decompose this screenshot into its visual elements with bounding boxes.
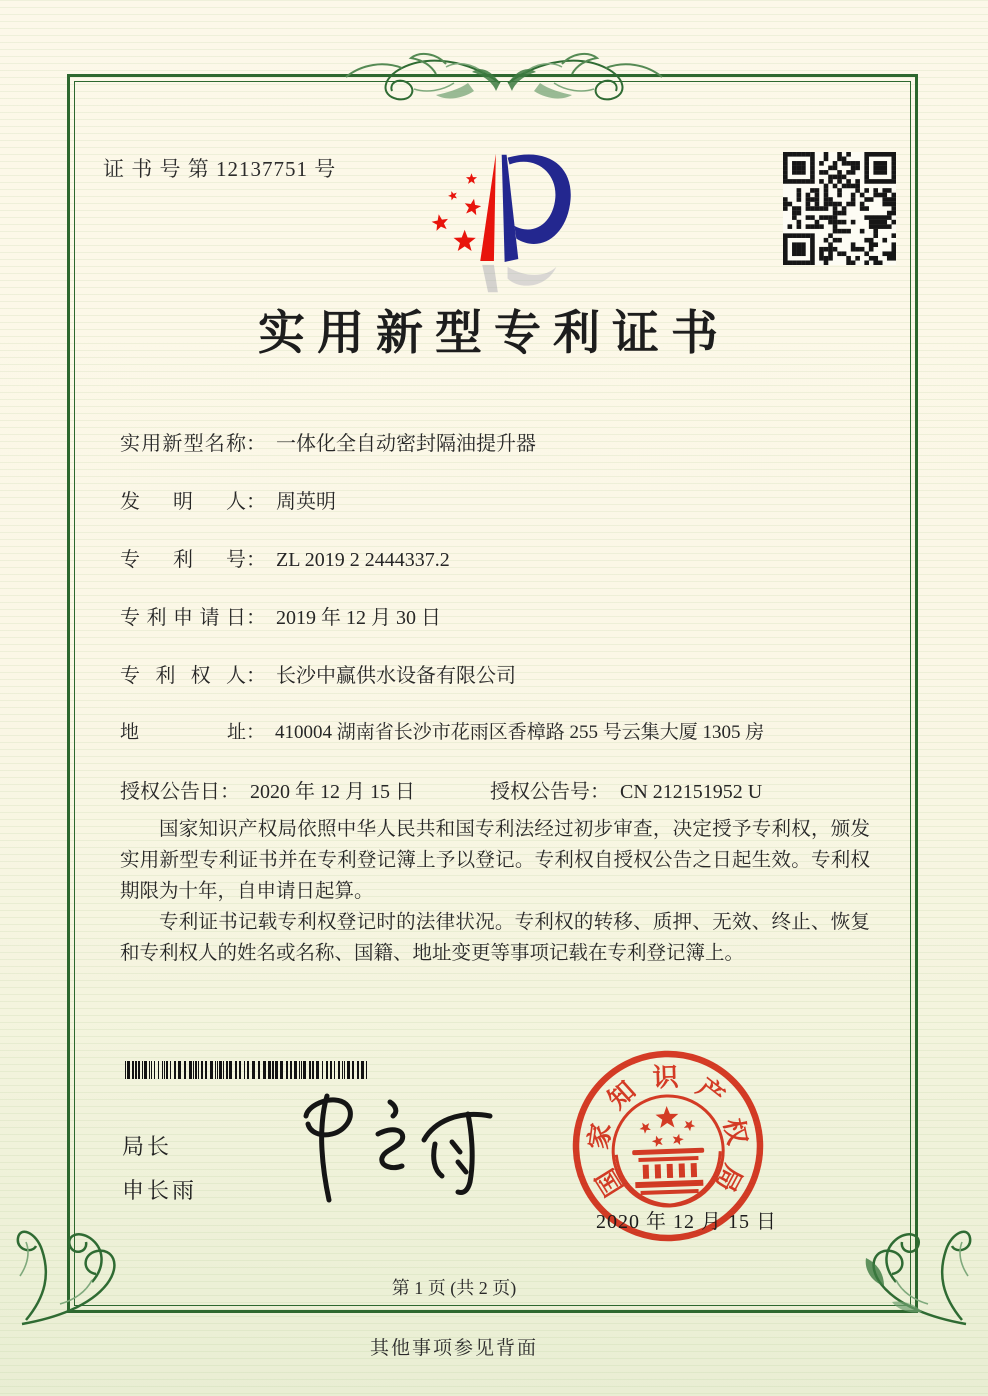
field-value: ZL 2019 2 2444337.2 [276,549,450,571]
field-row-inventor [120,485,880,514]
field-colon: ： [246,549,266,571]
field-value: 长沙中赢供水设备有限公司 [276,665,516,687]
field-row-patent-number [120,543,880,572]
field-colon: ： [246,491,266,513]
field-value: 2019 年 12 月 30 日 [276,607,441,629]
field-colon: ： [246,722,266,743]
certificate-number: 证 书 号 第 12137751 号 [103,157,337,181]
field-colon: ： [590,781,610,803]
seal-character: 国 [590,1163,630,1202]
seal-character: 产 [690,1072,730,1112]
logo-reflection [482,265,556,292]
page-number: 第 1 页 (共 2 页) [391,1278,517,1298]
qr-code-icon [783,152,896,265]
legal-paragraph-2: 专利证书记载专利权登记时的法律状况。专利权的转移、质押、无效、终止、恢复和专利权人的姓名或名称、国籍、地址变更等事项记载在专利登记簿上。 [120,912,870,964]
barcode-icon [125,1061,373,1079]
top-border-ornament-icon [334,42,674,114]
field-value: 一体化全自动密封隔油提升器 [276,433,536,455]
field-row-name [120,427,880,456]
corner-flourish-bottom-right-icon [826,1150,976,1330]
field-row-grant [120,775,880,804]
field-row-filing-date [120,601,880,630]
logo-blue-stem [502,155,519,262]
field-value: 410004 湖南省长沙市花雨区香樟路 255 号云集大厦 1305 房 [275,722,765,743]
grant-number-group [490,775,762,804]
field-row-address [120,717,880,744]
cnipa-patent-logo-icon [410,144,610,300]
field-label: 专利权人 [120,665,246,687]
logo-red-wedge [480,154,496,261]
seal-date: 2020 年 12 月 15 日 [596,1211,777,1233]
grant-number-value: CN 212151952 U [620,781,763,803]
field-colon: ： [246,433,266,455]
field-row-patentee [120,659,880,688]
legal-paragraph-1: 国家知识产权局依照中华人民共和国专利法经过初步审查，决定授予专利权，颁发实用新型专利证书并在专利登记簿上予以登记。专利权自授权公告之日起生效。专利权期限为十年，自申请日起算。 [120,819,870,902]
seal-character: 识 [652,1062,680,1093]
grant-date-label: 授权公告日 [120,781,220,803]
seal-character: 家 [583,1121,617,1152]
certificate-title: 实用新型专利证书 [258,308,730,360]
field-label: 专利号 [120,549,246,571]
grant-date-value: 2020 年 12 月 15 日 [250,781,415,803]
officer-name: 申长雨 [122,1178,198,1203]
field-label: 发明人 [120,491,246,513]
seal-character: 知 [602,1075,642,1115]
field-label: 专利申请日 [120,607,246,629]
footer-note: 其他事项参见背面 [369,1338,538,1359]
field-colon: ： [246,665,266,687]
field-colon: ： [246,607,266,629]
grant-number-label: 授权公告号 [490,781,590,803]
field-label: 地址 [120,722,246,743]
logo-blue-bowl [508,154,571,243]
field-value: 周英明 [276,491,336,513]
officer-title: 局长 [122,1134,173,1159]
seal-character: 局 [709,1159,748,1197]
field-label: 实用新型名称 [120,433,246,455]
officer-signature-icon [272,1082,512,1212]
seal-character: 权 [718,1116,752,1148]
national-emblem-icon [611,1094,725,1208]
legal-text [120,814,870,969]
field-colon: ： [220,781,240,803]
